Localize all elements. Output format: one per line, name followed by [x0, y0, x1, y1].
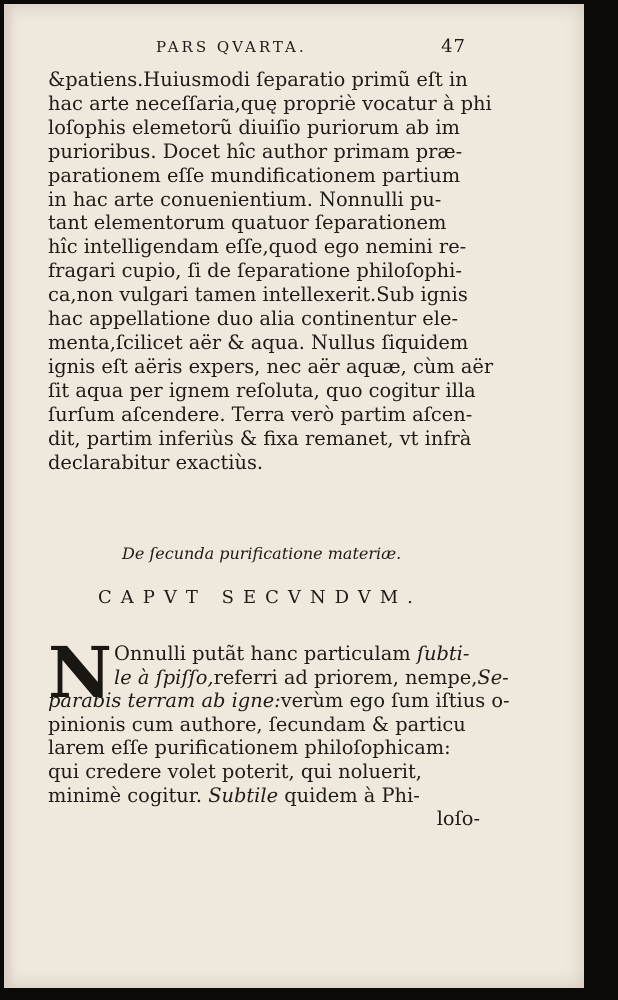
- text-line: [48, 689, 510, 713]
- text-line: [48, 665, 509, 690]
- running-head: PARS QVARTA.: [156, 38, 307, 56]
- italic-run: le à ſpiſſo,: [114, 665, 214, 689]
- catchword: loſo-: [436, 807, 480, 831]
- text-line: menta,ſcilicet aër & aqua. Nullus ſiquidem: [48, 330, 469, 354]
- text-line: hac appellatione duo alia continentur ele-: [48, 307, 459, 331]
- text-line: parationem eſſe mundificationem partium: [48, 163, 461, 187]
- text-line: in hac arte conuenientium. Nonnulli pu-: [48, 187, 442, 211]
- book-page: [4, 4, 584, 988]
- text-line: qui credere volet poterit, qui noluerit,: [48, 759, 422, 783]
- text-line: pinionis cum authore, ſecundam & particu: [48, 712, 466, 736]
- drop-capital: N: [48, 631, 112, 714]
- text-line: ca,non vulgari tamen intellexerit.Sub ignis: [48, 283, 468, 307]
- italic-run: parabis terram ab igne:: [48, 689, 281, 713]
- page-number: 47: [441, 36, 466, 57]
- chapter-paragraph: [48, 631, 510, 831]
- text-line: ignis eſt aëris expers, nec aër aquæ, cùm aër: [48, 354, 494, 378]
- italic-run: Se-: [477, 665, 509, 689]
- text-line: larem eſſe purificationem philoſophicam:: [48, 736, 451, 760]
- text-run: Onnulli putãt hanc particulam: [114, 642, 417, 665]
- text-line: ſit aqua per ignem reſoluta, quo cogitur illa: [48, 378, 476, 402]
- italic-run: ſubti-: [416, 642, 470, 665]
- text-line: hac arte neceſſaria,quę propriè vocatur à phi: [48, 91, 492, 115]
- text-line: fragari cupio, ſi de ſeparatione philoſophi-: [48, 259, 462, 283]
- text-line: purioribus. Docet hîc author primam præ-: [48, 139, 463, 163]
- text-run: referri ad priorem, nempe,: [213, 665, 478, 689]
- italic-run: Subtile: [208, 783, 279, 807]
- text-line: [48, 642, 488, 666]
- text-line: dit, partim inferiùs & fixa remanet, vt infrà: [48, 426, 472, 450]
- text-line: tant elementorum quatuor ſeparationem: [48, 211, 447, 235]
- page-gutter-shadow: [4, 4, 14, 988]
- body-paragraph: [48, 68, 494, 474]
- chapter-title: CAPVT SECVNDVM.: [98, 587, 422, 608]
- section-subtitle: De ſecunda purificatione materiæ.: [122, 544, 402, 563]
- text-line: declarabitur exactiùs.: [48, 450, 264, 474]
- text-run: quidem à Phi-: [278, 783, 420, 807]
- text-run: minimè cogitur.: [48, 783, 209, 807]
- text-line: hîc intelligendam eſſe,quod ego nemini re-: [48, 235, 467, 259]
- page-header: [4, 38, 584, 60]
- text-line: loſophis elemetorũ diuiſio puriorum ab im: [48, 115, 460, 139]
- text-run: verùm ego ſum iſtius o-: [280, 689, 510, 713]
- text-line: &patiens.Huiusmodi ſeparatio primũ eſt in: [48, 68, 468, 91]
- text-line: ſurſum aſcendere. Terra verò partim aſcen-: [48, 402, 473, 426]
- text-line: [48, 784, 488, 808]
